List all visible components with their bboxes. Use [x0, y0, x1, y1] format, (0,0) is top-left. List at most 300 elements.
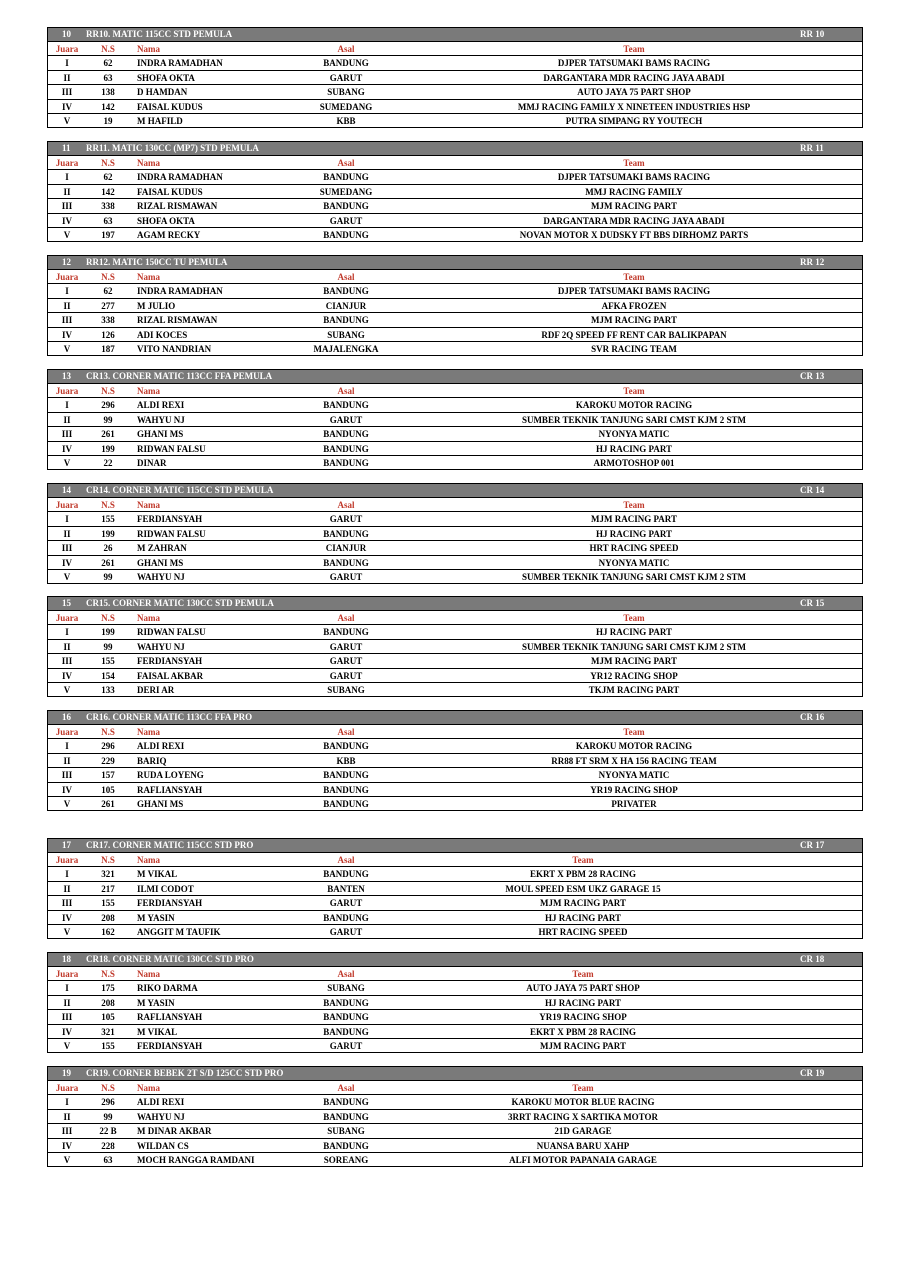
cell-juara: I	[65, 983, 69, 994]
cell-team: DARGANTARA MDR RACING JAYA ABADI	[543, 72, 725, 83]
cell-juara: III	[61, 1126, 73, 1137]
table-row	[48, 213, 862, 227]
cell-juara: V	[63, 115, 71, 126]
cell-nama: M VIKAL	[137, 1026, 178, 1037]
cell-team: HRT RACING SPEED	[538, 926, 628, 937]
cell-asal: BANDUNG	[323, 528, 369, 539]
race-title: CR19. CORNER BEBEK 2T S/D 125CC STD PRO	[86, 1068, 284, 1078]
table-row	[48, 639, 862, 653]
cell-ns: 22	[103, 457, 113, 468]
table-row	[48, 283, 862, 297]
cell-ns: 26	[103, 543, 113, 554]
cell-team: TKJM RACING PART	[588, 684, 680, 695]
cell-asal: SUBANG	[327, 329, 365, 340]
header-ns: N.S	[101, 855, 115, 865]
cell-asal: GARUT	[329, 670, 363, 681]
cell-nama: RAFLIANSYAH	[137, 1012, 203, 1023]
cell-team: KAROKU MOTOR RACING	[575, 400, 693, 411]
cell-nama: WAHYU NJ	[137, 414, 185, 425]
cell-juara: V	[63, 457, 71, 468]
cell-ns: 63	[103, 1154, 113, 1165]
cell-nama: RIDWAN FALSU	[137, 528, 206, 539]
table-row	[48, 84, 862, 98]
header-team: Team	[623, 158, 645, 168]
cell-team: HJ RACING PART	[595, 443, 673, 454]
table-row	[48, 924, 862, 938]
table-row	[48, 682, 862, 696]
cell-asal: GARUT	[329, 571, 363, 582]
header-juara: Juara	[55, 727, 79, 737]
header-team: Team	[623, 44, 645, 54]
cell-team: MJM RACING PART	[590, 656, 677, 667]
cell-team: EKRT X PBM 28 RACING	[529, 1026, 637, 1037]
table-row	[48, 227, 862, 241]
cell-ns: 62	[103, 286, 113, 297]
cell-team: SUMBER TEKNIK TANJUNG SARI CMST KJM 2 STM	[521, 414, 747, 425]
header-team: Team	[623, 613, 645, 623]
race-table	[47, 710, 863, 811]
header-team: Team	[623, 386, 645, 396]
cell-asal: KBB	[336, 755, 356, 766]
cell-asal: CIANJUR	[325, 300, 367, 311]
cell-juara: V	[63, 343, 71, 354]
cell-nama: FAISAL AKBAR	[137, 670, 204, 681]
cell-asal: GARUT	[329, 414, 363, 425]
cell-ns: 296	[101, 1097, 115, 1108]
cell-ns: 197	[101, 229, 115, 240]
cell-team: DJPER TATSUMAKI BAMS RACING	[557, 58, 711, 69]
table-row	[48, 1123, 862, 1137]
cell-nama: FERDIANSYAH	[137, 898, 203, 909]
table-row	[48, 1009, 862, 1023]
cell-juara: I	[65, 286, 69, 297]
cell-team: NYONYA MATIC	[598, 770, 670, 781]
cell-ns: 175	[101, 983, 115, 994]
cell-ns: 63	[103, 72, 113, 83]
table-row	[48, 866, 862, 880]
cell-asal: BANDUNG	[323, 557, 369, 568]
cell-asal: GARUT	[329, 514, 363, 525]
race-table	[47, 27, 863, 128]
table-row	[48, 796, 862, 810]
cell-juara: II	[63, 528, 71, 539]
cell-ns: 63	[103, 215, 113, 226]
race-title-bar	[48, 953, 862, 966]
cell-juara: II	[63, 72, 71, 83]
header-nama: Nama	[137, 44, 160, 54]
cell-team: AUTO JAYA 75 PART SHOP	[577, 87, 691, 98]
cell-nama: VITO NANDRIAN	[137, 343, 212, 354]
cell-team: PUTRA SIMPANG RY YOUTECH	[565, 115, 703, 126]
cell-juara: V	[63, 926, 71, 937]
cell-asal: BANDUNG	[323, 784, 369, 795]
cell-team: MMJ RACING FAMILY	[585, 186, 683, 197]
cell-nama: M HAFILD	[137, 115, 183, 126]
cell-nama: FERDIANSYAH	[137, 1040, 203, 1051]
cell-juara: IV	[61, 443, 72, 454]
column-header-row	[48, 610, 862, 624]
cell-ns: 142	[101, 101, 115, 112]
table-row	[48, 767, 862, 781]
table-row	[48, 782, 862, 796]
cell-team: MOUL SPEED ESM UKZ GARAGE 15	[505, 883, 661, 894]
table-row	[48, 55, 862, 69]
cell-asal: SUBANG	[327, 87, 365, 98]
cell-team: HJ RACING PART	[595, 528, 673, 539]
cell-asal: BANDUNG	[323, 429, 369, 440]
cell-ns: 22 B	[99, 1126, 117, 1137]
cell-asal: SUBANG	[327, 1126, 365, 1137]
cell-nama: GHANI MS	[137, 557, 184, 568]
cell-nama: BARIQ	[137, 755, 167, 766]
cell-nama: M YASIN	[137, 997, 175, 1008]
cell-nama: ILMI CODOT	[137, 883, 194, 894]
header-juara: Juara	[55, 272, 79, 282]
race-code: CR 16	[800, 712, 825, 722]
header-juara: Juara	[55, 386, 79, 396]
race-number: 15	[62, 598, 71, 608]
cell-ns: 99	[103, 414, 113, 425]
table-row	[48, 426, 862, 440]
cell-juara: II	[63, 300, 71, 311]
cell-ns: 228	[101, 1140, 115, 1151]
cell-juara: I	[65, 514, 69, 525]
cell-team: DJPER TATSUMAKI BAMS RACING	[557, 286, 711, 297]
cell-juara: III	[61, 543, 73, 554]
table-row	[48, 99, 862, 113]
cell-nama: ALDI REXI	[137, 400, 185, 411]
cell-ns: 126	[101, 329, 115, 340]
header-juara: Juara	[55, 855, 79, 865]
table-row	[48, 668, 862, 682]
cell-juara: I	[65, 741, 69, 752]
cell-asal: BANDUNG	[323, 315, 369, 326]
cell-nama: DINAR	[137, 457, 167, 468]
cell-nama: M DINAR AKBAR	[137, 1126, 212, 1137]
cell-ns: 142	[101, 186, 115, 197]
cell-ns: 105	[101, 784, 115, 795]
cell-asal: GARUT	[329, 72, 363, 83]
cell-ns: 187	[101, 343, 115, 354]
cell-asal: SUBANG	[327, 684, 365, 695]
header-nama: Nama	[137, 158, 160, 168]
table-row	[48, 327, 862, 341]
table-row	[48, 397, 862, 411]
header-nama: Nama	[137, 272, 160, 282]
cell-juara: V	[63, 798, 71, 809]
cell-juara: V	[63, 1040, 71, 1051]
race-table	[47, 838, 863, 939]
cell-ns: 261	[101, 798, 115, 809]
table-row	[48, 198, 862, 212]
race-number: 13	[62, 371, 71, 381]
cell-asal: BANTEN	[327, 883, 365, 894]
cell-nama: M JULIO	[137, 300, 176, 311]
cell-ns: 321	[101, 1026, 115, 1037]
cell-juara: III	[61, 898, 73, 909]
cell-juara: II	[63, 883, 71, 894]
race-title: RR12. MATIC 150CC TU PEMULA	[86, 257, 228, 267]
cell-nama: FERDIANSYAH	[137, 656, 203, 667]
cell-asal: BANDUNG	[323, 201, 369, 212]
cell-juara: IV	[61, 1026, 72, 1037]
cell-asal: GARUT	[329, 641, 363, 652]
cell-juara: III	[61, 656, 73, 667]
cell-team: SUMBER TEKNIK TANJUNG SARI CMST KJM 2 STM	[521, 641, 747, 652]
cell-nama: GHANI MS	[137, 429, 184, 440]
column-header-row	[48, 383, 862, 397]
cell-juara: III	[61, 770, 73, 781]
cell-asal: CIANJUR	[325, 543, 367, 554]
cell-team: HJ RACING PART	[544, 997, 622, 1008]
cell-nama: RIZAL RISMAWAN	[137, 315, 218, 326]
cell-juara: V	[63, 571, 71, 582]
table-row	[48, 1094, 862, 1108]
cell-team: KAROKU MOTOR BLUE RACING	[511, 1097, 655, 1108]
race-title-bar	[48, 28, 862, 41]
cell-juara: II	[63, 997, 71, 1008]
cell-nama: WILDAN CS	[137, 1140, 189, 1151]
cell-asal: SUMEDANG	[319, 186, 373, 197]
table-row	[48, 1138, 862, 1152]
table-row	[48, 895, 862, 909]
header-juara: Juara	[55, 1083, 79, 1093]
cell-juara: II	[63, 1111, 71, 1122]
cell-nama: ANGGIT M TAUFIK	[137, 926, 221, 937]
header-asal: Asal	[337, 158, 355, 168]
cell-asal: BANDUNG	[323, 400, 369, 411]
header-nama: Nama	[137, 500, 160, 510]
cell-juara: IV	[61, 670, 72, 681]
cell-asal: BANDUNG	[323, 229, 369, 240]
race-number: 17	[62, 840, 71, 850]
header-asal: Asal	[337, 1083, 355, 1093]
cell-team: 21D GARAGE	[554, 1126, 612, 1137]
table-row	[48, 341, 862, 355]
header-team: Team	[572, 1083, 594, 1093]
cell-juara: III	[61, 201, 73, 212]
race-title-bar	[48, 142, 862, 155]
table-row	[48, 995, 862, 1009]
cell-team: NYONYA MATIC	[598, 557, 670, 568]
table-row	[48, 881, 862, 895]
race-title-bar	[48, 1067, 862, 1080]
cell-ns: 199	[101, 627, 115, 638]
cell-asal: BANDUNG	[323, 1140, 369, 1151]
race-title-bar	[48, 484, 862, 497]
cell-juara: II	[63, 755, 71, 766]
cell-team: DARGANTARA MDR RACING JAYA ABADI	[543, 215, 725, 226]
column-header-row	[48, 155, 862, 169]
cell-asal: SUMEDANG	[319, 101, 373, 112]
header-team: Team	[572, 969, 594, 979]
cell-ns: 261	[101, 557, 115, 568]
race-number: 11	[62, 143, 71, 153]
cell-asal: BANDUNG	[323, 912, 369, 923]
cell-ns: 338	[101, 315, 115, 326]
cell-asal: SUBANG	[327, 983, 365, 994]
cell-nama: WAHYU NJ	[137, 571, 185, 582]
cell-nama: RAFLIANSYAH	[137, 784, 203, 795]
race-code: CR 14	[800, 485, 825, 495]
cell-juara: III	[61, 315, 73, 326]
column-header-row	[48, 497, 862, 511]
cell-juara: IV	[61, 557, 72, 568]
cell-team: NUANSA BARU XAHP	[536, 1140, 630, 1151]
race-title: CR18. CORNER MATIC 130CC STD PRO	[86, 954, 254, 964]
cell-asal: BANDUNG	[323, 1111, 369, 1122]
column-header-row	[48, 966, 862, 980]
cell-asal: GARUT	[329, 898, 363, 909]
cell-juara: IV	[61, 1140, 72, 1151]
column-header-row	[48, 1080, 862, 1094]
table-row	[48, 412, 862, 426]
race-title: CR13. CORNER MATIC 113CC FFA PEMULA	[86, 371, 273, 381]
header-juara: Juara	[55, 44, 79, 54]
header-ns: N.S	[101, 969, 115, 979]
cell-ns: 199	[101, 528, 115, 539]
header-ns: N.S	[101, 727, 115, 737]
table-row	[48, 70, 862, 84]
race-table	[47, 255, 863, 356]
cell-ns: 296	[101, 400, 115, 411]
header-juara: Juara	[55, 500, 79, 510]
table-row	[48, 113, 862, 127]
cell-team: MJM RACING PART	[539, 1040, 626, 1051]
header-asal: Asal	[337, 969, 355, 979]
table-row	[48, 1152, 862, 1166]
header-juara: Juara	[55, 613, 79, 623]
cell-ns: 199	[101, 443, 115, 454]
race-number: 14	[62, 485, 71, 495]
race-table	[47, 141, 863, 242]
cell-asal: BANDUNG	[323, 443, 369, 454]
cell-team: MJM RACING PART	[590, 315, 677, 326]
cell-nama: RIDWAN FALSU	[137, 627, 206, 638]
table-row	[48, 910, 862, 924]
race-title-bar	[48, 597, 862, 610]
table-row	[48, 511, 862, 525]
cell-team: SUMBER TEKNIK TANJUNG SARI CMST KJM 2 STM	[521, 571, 747, 582]
cell-nama: INDRA RAMADHAN	[137, 286, 223, 297]
cell-juara: II	[63, 641, 71, 652]
header-ns: N.S	[101, 44, 115, 54]
header-asal: Asal	[337, 855, 355, 865]
table-row	[48, 526, 862, 540]
race-number: 16	[62, 712, 71, 722]
header-asal: Asal	[337, 727, 355, 737]
cell-asal: BANDUNG	[323, 997, 369, 1008]
race-code: CR 13	[800, 371, 825, 381]
race-table	[47, 369, 863, 470]
cell-team: SVR RACING TEAM	[591, 343, 677, 354]
cell-ns: 99	[103, 641, 113, 652]
column-header-row	[48, 724, 862, 738]
cell-juara: I	[65, 627, 69, 638]
cell-team: YR19 RACING SHOP	[539, 1012, 627, 1023]
cell-asal: BANDUNG	[323, 1012, 369, 1023]
cell-asal: BANDUNG	[323, 1097, 369, 1108]
cell-ns: 62	[103, 172, 113, 183]
header-ns: N.S	[101, 1083, 115, 1093]
cell-juara: III	[61, 87, 73, 98]
cell-juara: III	[61, 1012, 73, 1023]
cell-ns: 133	[101, 684, 115, 695]
cell-nama: SHOFA OKTA	[137, 72, 195, 83]
race-code: RR 12	[800, 257, 825, 267]
cell-nama: ADI KOCES	[137, 329, 188, 340]
cell-ns: 105	[101, 1012, 115, 1023]
header-asal: Asal	[337, 500, 355, 510]
cell-juara: I	[65, 58, 69, 69]
header-nama: Nama	[137, 613, 160, 623]
cell-team: PRIVATER	[611, 798, 657, 809]
header-asal: Asal	[337, 272, 355, 282]
cell-ns: 162	[101, 926, 115, 937]
cell-team: YR19 RACING SHOP	[590, 784, 678, 795]
cell-asal: MAJALENGKA	[313, 343, 379, 354]
cell-team: 3RRT RACING X SARTIKA MOTOR	[507, 1111, 659, 1122]
cell-ns: 217	[101, 883, 115, 894]
column-header-row	[48, 269, 862, 283]
cell-asal: GARUT	[329, 1040, 363, 1051]
cell-asal: KBB	[336, 115, 356, 126]
cell-team: MJM RACING PART	[590, 514, 677, 525]
cell-nama: WAHYU NJ	[137, 641, 185, 652]
race-title: CR16. CORNER MATIC 113CC FFA PRO	[86, 712, 253, 722]
race-code: RR 10	[800, 29, 825, 39]
cell-nama: ALDI REXI	[137, 741, 185, 752]
table-row	[48, 624, 862, 638]
race-code: CR 19	[800, 1068, 825, 1078]
cell-ns: 155	[101, 1040, 115, 1051]
header-nama: Nama	[137, 386, 160, 396]
race-title-bar	[48, 370, 862, 383]
cell-team: MJM RACING PART	[539, 898, 626, 909]
cell-ns: 99	[103, 571, 113, 582]
cell-team: AUTO JAYA 75 PART SHOP	[526, 983, 640, 994]
cell-team: RDF 2Q SPEED FF RENT CAR BALIKPAPAN	[541, 329, 727, 340]
header-nama: Nama	[137, 1083, 160, 1093]
race-title-bar	[48, 711, 862, 724]
race-title: CR14. CORNER MATIC 115CC STD PEMULA	[86, 485, 274, 495]
header-nama: Nama	[137, 727, 160, 737]
cell-nama: RIZAL RISMAWAN	[137, 201, 218, 212]
cell-juara: V	[63, 684, 71, 695]
header-nama: Nama	[137, 855, 160, 865]
cell-nama: RIKO DARMA	[137, 983, 198, 994]
cell-team: HJ RACING PART	[544, 912, 622, 923]
cell-team: AFKA FROZEN	[601, 300, 667, 311]
cell-nama: FAISAL KUDUS	[137, 101, 203, 112]
cell-team: RR88 FT SRM X HA 156 RACING TEAM	[551, 755, 717, 766]
cell-ns: 62	[103, 58, 113, 69]
header-team: Team	[623, 500, 645, 510]
header-team: Team	[572, 855, 594, 865]
race-code: CR 15	[800, 598, 825, 608]
race-title: RR10. MATIC 115CC STD PEMULA	[86, 29, 233, 39]
cell-team: DJPER TATSUMAKI BAMS RACING	[557, 172, 711, 183]
table-row	[48, 1109, 862, 1123]
cell-ns: 155	[101, 656, 115, 667]
cell-asal: BANDUNG	[323, 869, 369, 880]
table-row	[48, 540, 862, 554]
cell-asal: GARUT	[329, 656, 363, 667]
cell-juara: I	[65, 400, 69, 411]
cell-asal: BANDUNG	[323, 457, 369, 468]
cell-juara: I	[65, 1097, 69, 1108]
header-asal: Asal	[337, 44, 355, 54]
